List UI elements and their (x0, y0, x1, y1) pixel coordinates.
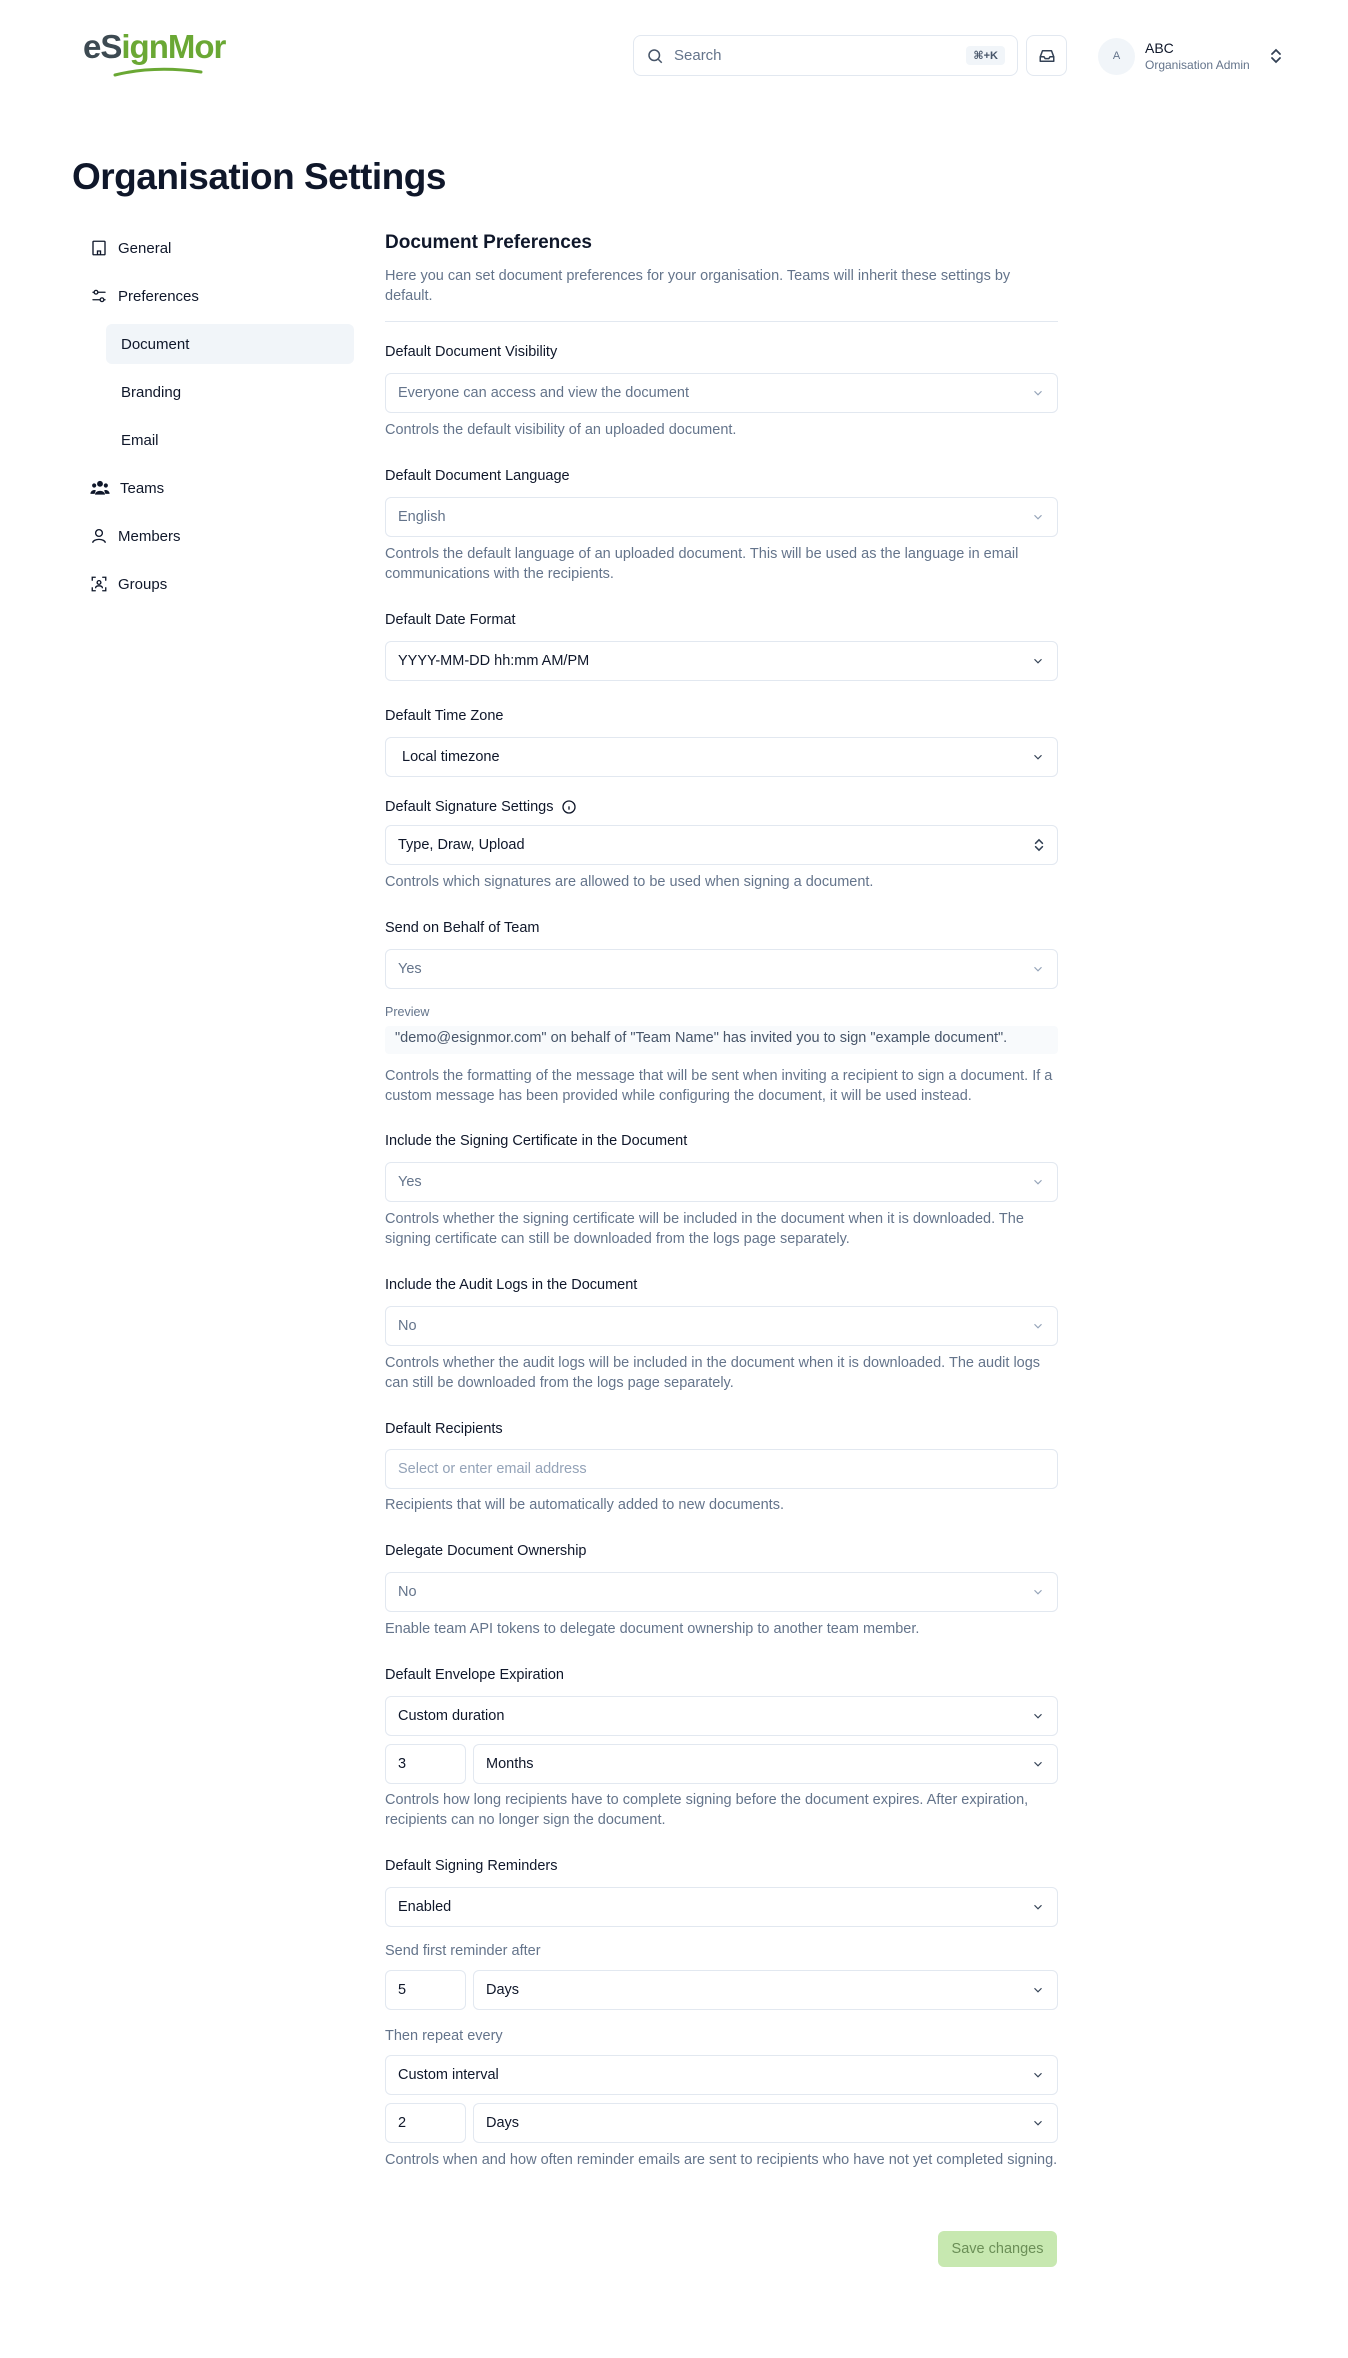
signature-value: Type, Draw, Upload (398, 837, 525, 853)
language-label: Default Document Language (385, 468, 570, 484)
avatar: A (1098, 38, 1135, 75)
delegate-help: Enable team API tokens to delegate document ownership to another team member. (385, 1621, 920, 1637)
language-select[interactable] (385, 497, 1058, 537)
sidebar-item-label: General (118, 239, 172, 257)
chevron-down-icon (1031, 510, 1045, 524)
audit-logs-select[interactable] (385, 1306, 1058, 1346)
sidebar-item-label: Document (121, 335, 190, 353)
visibility-label: Default Document Visibility (385, 344, 558, 360)
user-icon (90, 527, 108, 545)
signing-certificate-value: Yes (398, 1174, 422, 1190)
send-on-behalf-value: Yes (398, 961, 422, 977)
sidebar-item-branding[interactable] (106, 372, 354, 412)
first-reminder-label: Send first reminder after (385, 1943, 541, 1959)
sidebar-item-label: Email (121, 431, 159, 449)
time-zone-label: Default Time Zone (385, 708, 504, 724)
account-info (1145, 39, 1269, 73)
delegate-select[interactable] (385, 1572, 1058, 1612)
expiration-select[interactable] (385, 1696, 1058, 1736)
esignmor-logo[interactable] (83, 28, 226, 78)
visibility-value: Everyone can access and view the document (398, 385, 689, 401)
expiration-unit-value: Months (486, 1756, 534, 1772)
inbox-button[interactable] (1026, 35, 1067, 76)
chevron-down-icon (1031, 2116, 1045, 2130)
chevron-down-icon (1031, 1709, 1045, 1723)
settings-sidebar (78, 228, 354, 612)
chevron-down-icon (1031, 1175, 1045, 1189)
reminders-value: Enabled (398, 1899, 452, 1915)
signature-select[interactable] (385, 825, 1058, 865)
repeat-interval-select[interactable] (385, 2055, 1058, 2095)
send-on-behalf-label: Send on Behalf of Team (385, 920, 540, 936)
signing-certificate-help: Controls whether the signing certificate will be included in the document when it is downloaded. The signing certificate can still be downloaded from the logs page separately. (385, 1211, 1024, 1247)
sidebar-item-teams[interactable] (78, 468, 354, 508)
chevron-down-icon (1031, 1900, 1045, 1914)
expiration-unit-select[interactable] (473, 1744, 1058, 1784)
search-placeholder: Search (674, 47, 722, 64)
expiration-value: Custom duration (398, 1708, 505, 1724)
repeat-unit-select[interactable] (473, 2103, 1058, 2143)
page-title: Organisation Settings (72, 156, 446, 197)
time-zone-select[interactable] (385, 737, 1058, 777)
signing-certificate-label: Include the Signing Certificate in the Document (385, 1133, 688, 1149)
first-reminder-unit-select[interactable] (473, 1970, 1058, 2010)
sidebar-item-members[interactable] (78, 516, 354, 556)
section-divider (385, 321, 1058, 322)
date-format-select[interactable] (385, 641, 1058, 681)
recipients-input[interactable] (385, 1449, 1058, 1489)
sidebar-item-general[interactable] (78, 228, 354, 268)
time-zone-value: Local timezone (402, 749, 500, 765)
first-reminder-amount-input[interactable]: 5 (385, 1970, 466, 2010)
reminders-label: Default Signing Reminders (385, 1858, 558, 1874)
reminders-select[interactable] (385, 1887, 1058, 1927)
signature-label-text: Default Signature Settings (385, 799, 554, 815)
language-value: English (398, 509, 446, 525)
signature-help: Controls which signatures are allowed to be used when signing a document. (385, 874, 874, 890)
audit-logs-help: Controls whether the audit logs will be included in the document when it is downloaded. The audit logs can still be downloaded from the logs page separately. (385, 1355, 1041, 1391)
building-icon (90, 239, 108, 257)
repeat-unit-value: Days (486, 2115, 520, 2131)
sidebar-item-label: Members (118, 527, 181, 545)
sidebar-item-label: Preferences (118, 287, 199, 305)
language-help: Controls the default language of an uploaded document. This will be used as the language in email communications with the recipients. (385, 546, 1019, 582)
preview-label: Preview (385, 1005, 430, 1019)
first-reminder-unit-value: Days (486, 1982, 520, 1998)
chevron-down-icon (1031, 1757, 1045, 1771)
date-format-value: YYYY-MM-DD hh:mm AM/PM (398, 653, 590, 669)
group-scan-icon (90, 575, 108, 593)
users-icon (90, 479, 110, 497)
repeat-reminder-label: Then repeat every (385, 2028, 503, 2044)
chevron-down-icon (1031, 962, 1045, 976)
audit-logs-label: Include the Audit Logs in the Document (385, 1277, 638, 1293)
logo-swoosh-icon (113, 66, 203, 78)
delegate-label: Delegate Document Ownership (385, 1543, 587, 1559)
repeat-interval-value: Custom interval (398, 2067, 499, 2083)
section-title: Document Preferences (385, 232, 592, 253)
chevrons-up-down-icon (1269, 47, 1283, 65)
repeat-amount-input[interactable]: 2 (385, 2103, 466, 2143)
send-on-behalf-help: Controls the formatting of the message that will be sent when inviting a recipient to sign a document. If a custom message has been provided while configuring the document, it will be used instead. (385, 1068, 1053, 1104)
sidebar-item-label: Branding (121, 383, 182, 401)
info-icon[interactable] (561, 799, 577, 815)
chevron-down-icon (1031, 1319, 1045, 1333)
recipients-placeholder: Select or enter email address (398, 1461, 587, 1477)
search-shortcut-badge: ⌘+K (966, 46, 1005, 65)
sidebar-item-preferences[interactable] (78, 276, 354, 316)
chevron-down-icon (1031, 750, 1045, 764)
sidebar-item-label: Groups (118, 575, 168, 593)
section-description: Here you can set document preferences for your organisation. Teams will inherit these settings by default. (385, 268, 1011, 304)
sidebar-item-email[interactable] (106, 420, 354, 460)
expiration-label: Default Envelope Expiration (385, 1667, 564, 1683)
chevron-down-icon (1031, 654, 1045, 668)
search-icon (646, 47, 664, 65)
chevrons-up-down-icon (1033, 837, 1045, 853)
top-header (0, 0, 1348, 112)
save-changes-button[interactable]: Save changes (938, 2231, 1057, 2267)
delegate-value: No (398, 1584, 417, 1600)
signature-label (385, 799, 577, 815)
document-preferences-section (385, 232, 1058, 322)
settings-sliders-icon (90, 287, 108, 305)
search-input[interactable] (633, 35, 1018, 76)
account-switcher[interactable] (1098, 35, 1283, 77)
audit-logs-value: No (398, 1318, 417, 1334)
logo-text: eSignMor (83, 28, 226, 65)
sidebar-item-document[interactable] (106, 324, 354, 364)
chevron-down-icon (1031, 1983, 1045, 1997)
account-role: Organisation Admin (1145, 58, 1250, 72)
visibility-select[interactable] (385, 373, 1058, 413)
recipients-label: Default Recipients (385, 1421, 503, 1437)
date-format-label: Default Date Format (385, 612, 516, 628)
chevron-down-icon (1031, 386, 1045, 400)
send-on-behalf-select[interactable] (385, 949, 1058, 989)
expiration-help: Controls how long recipients have to complete signing before the document expires. After expiration, recipients can no longer sign the document. (385, 1792, 1029, 1828)
signing-certificate-select[interactable] (385, 1162, 1058, 1202)
sidebar-item-label: Teams (120, 479, 165, 497)
expiration-amount-input[interactable]: 3 (385, 1744, 466, 1784)
sidebar-item-groups[interactable] (78, 564, 354, 604)
recipients-help: Recipients that will be automatically added to new documents. (385, 1497, 784, 1513)
account-name: ABC (1145, 40, 1174, 56)
visibility-help: Controls the default visibility of an uploaded document. (385, 422, 737, 438)
chevron-down-icon (1031, 2068, 1045, 2082)
inbox-icon (1038, 47, 1056, 65)
preview-message: "demo@esignmor.com" on behalf of "Team Name" has invited you to sign "example document". (385, 1026, 1058, 1054)
reminders-help: Controls when and how often reminder emails are sent to recipients who have not yet completed signing. (385, 2152, 1058, 2168)
chevron-down-icon (1031, 1585, 1045, 1599)
